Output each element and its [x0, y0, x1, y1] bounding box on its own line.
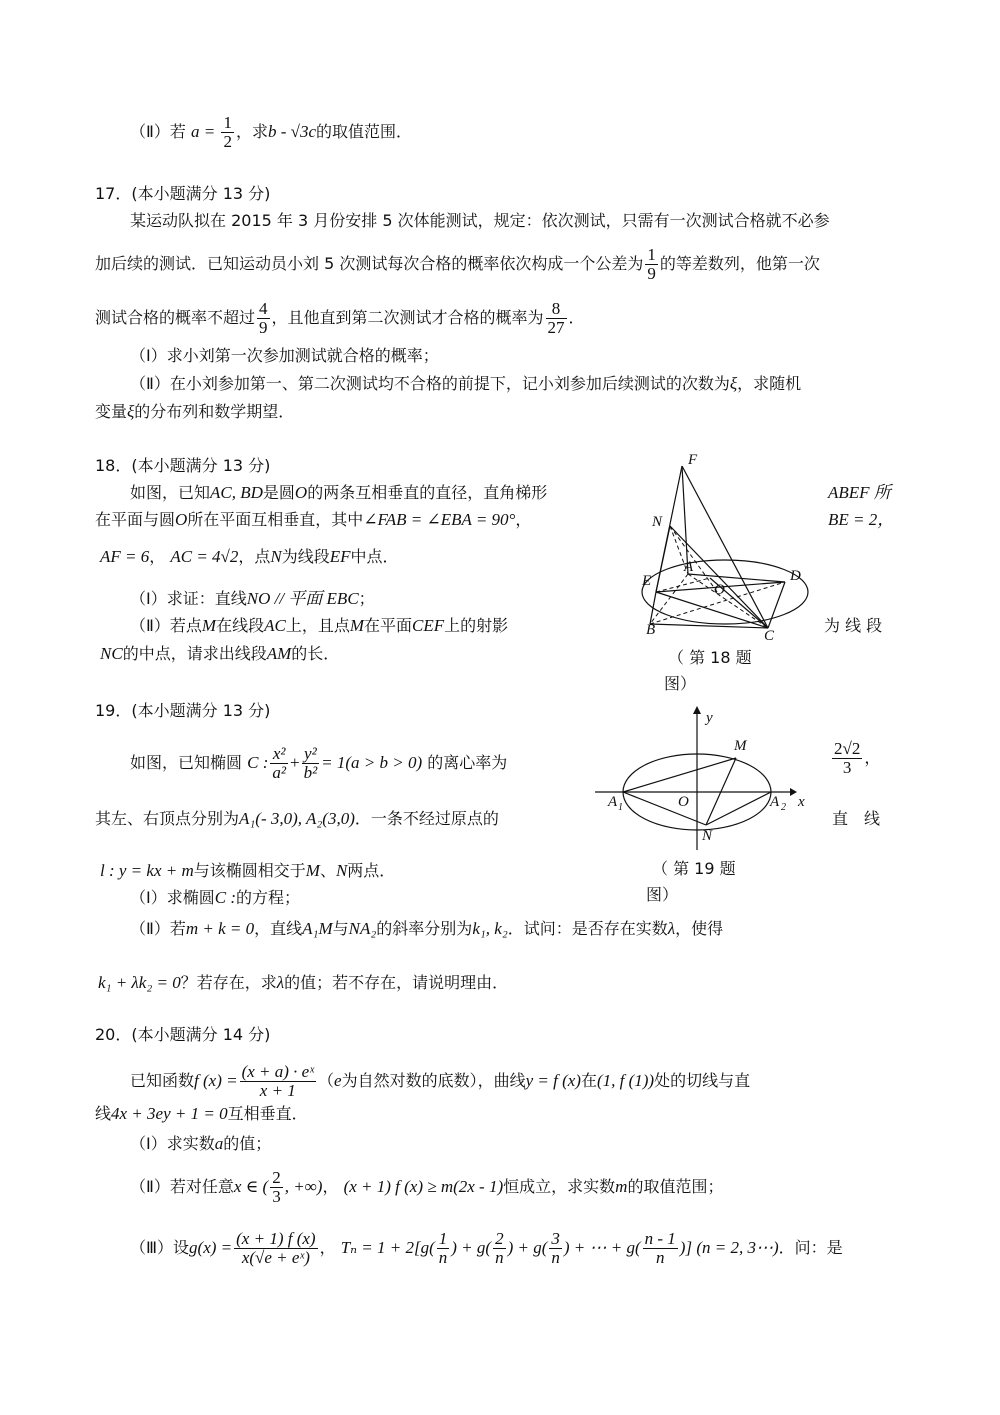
label-B: B — [646, 622, 656, 638]
q20-line2: 线4x + 3ey + 1 = 0互相垂直． — [95, 1104, 308, 1123]
q20-part1: （Ⅰ）求实数a的值； — [130, 1134, 272, 1153]
label-A2: A — [770, 794, 780, 810]
q19-line3: l : y = kx + m与该椭圆相交于M、N两点． — [100, 861, 396, 880]
q18-line1: 如图，已知AC, BD是圆O的两条互相垂直的直径，直角梯形 — [130, 483, 548, 502]
q20-part3: （Ⅲ）设g(x) = $\frac{(x + 1) f (x)}{\text{x(√e + eˣ)}}$ ， Tₙ = 1 + 2[g( $\frac{1}{n}$ ) + g( $\frac{2}{n}$ ) + g( $\frac{3}{n}$ ) + ⋯ + g( $\frac{n - 1}{n}$ )] (n = 2, 3⋯)．问：是 — [130, 1229, 843, 1267]
q17-part2: （Ⅱ）在小刘参加第一、第二次测试均不合格的前提下，记小刘参加后续测试的次数为ξ，求随机 — [130, 374, 802, 393]
label-N: N — [652, 514, 663, 530]
q18-line1-right: ABEF 所 — [828, 483, 891, 502]
q19-figure — [590, 702, 820, 852]
q18-line3: AF = 6， AC = 4√2，点N为线段EF中点． — [100, 547, 399, 566]
label-A: A — [684, 559, 694, 575]
fraction-one-ninth: $\frac{1}{9}$ — [647, 245, 656, 283]
fraction-gx: $\frac{(x + 1) f (x)}{\text{x(√e + eˣ)}}$ — [236, 1229, 316, 1267]
label-x: x — [798, 794, 805, 810]
q17-line1: 某运动队拟在 2015 年 3 月份安排 5 次体能测试，规定：依次测试，只需有一次测试合格就不必参 — [130, 211, 830, 230]
label-F: F — [688, 452, 698, 468]
fraction-one-half: $\frac{1}{2}$ — [223, 113, 232, 151]
fraction-1-n: $\frac{1}{n}$ — [438, 1229, 448, 1267]
label-O: O — [678, 794, 689, 810]
fraction-x2-a2: $\frac{\text{x²}}{\text{a²}}$ — [272, 744, 286, 782]
label-M: M — [734, 738, 747, 754]
q19-title: 19．(本小题满分 13 分) — [95, 701, 271, 720]
q19-caption: （ 第 19 题 图） — [646, 859, 736, 904]
q19-part1: （Ⅰ）求椭圆C :的方程； — [130, 888, 300, 907]
q18-title: 18．(本小题满分 13 分) — [95, 456, 271, 475]
q18-caption: （ 第 18 题 图） — [664, 648, 752, 693]
q19-eccentricity: $\frac{2√2}{3}$ ， — [834, 739, 881, 777]
q17-line2: 加后续的测试．已知运动员小刘 5 次测试每次合格的概率依次构成一个公差为 $\frac{1}{9}$ 的等差数列，他第一次 — [95, 245, 820, 283]
q18-part1: （Ⅰ）求证：直线NO // 平面 EBC； — [130, 589, 375, 608]
fraction-ecc: $\frac{2√2}{3}$ — [834, 739, 861, 777]
q18-part2: （Ⅱ）若点M在线段AC上，且点M在平面CEF上的射影 — [130, 616, 509, 635]
fraction-y2-b2: $\frac{\text{y²}}{\text{b²}}$ — [303, 744, 318, 782]
fraction-fx: $\frac{\text{(x + a) · eˣ}}{x + 1}$ — [241, 1062, 315, 1100]
q16-part2: （Ⅱ）若 a = $\frac{1}{2}$ ，求b - √3c的取值范围． — [130, 113, 413, 151]
q18-part2-right: 为 线 段 — [824, 616, 883, 635]
q19-part2: （Ⅱ）若m + k = 0，直线A₁M与NA₂的斜率分别为k₁, k₂．试问：是否存在实数λ，使得 — [130, 919, 724, 938]
q18-figure — [630, 448, 825, 648]
q17-title: 17．(本小题满分 13 分) — [95, 184, 271, 203]
q17-part2-cont: 变量ξ的分布列和数学期望． — [95, 402, 295, 421]
q19-line2-right: 直 线 — [832, 809, 881, 828]
fraction-four-ninths: $\frac{4}{9}$ — [259, 299, 268, 337]
fraction-two-thirds: $\frac{2}{3}$ — [272, 1168, 281, 1206]
label-A1-sub: 1 — [618, 802, 623, 813]
fraction-3-n: $\frac{3}{n}$ — [551, 1229, 560, 1267]
label-A1: A — [608, 794, 618, 810]
label-N: N — [702, 828, 713, 844]
q20-part2: （Ⅱ）若对任意x ∈ ( $\frac{2}{3}$ , +∞)， (x + 1) f (x) ≥ m(2x - 1)恒成立，求实数m的取值范围； — [130, 1168, 724, 1206]
label-C: C — [764, 628, 775, 644]
q19-line6: k₁ + λk₂ = 0？若存在，求λ的值；若不存在，请说明理由． — [98, 973, 509, 992]
q20-line1: 已知函数f (x) = $\frac{\text{(x + a) · eˣ}}{x + 1}$ （e为自然对数的底数），曲线y = f (x)在(1, f (1))处的切线与直 — [130, 1062, 751, 1100]
label-D: D — [790, 568, 801, 584]
q17-line3: 测试合格的概率不超过 $\frac{4}{9}$ ，且他直到第二次测试才合格的概率为 $\frac{8}{27}$ ． — [95, 299, 585, 337]
q18-line2-right: BE = 2， — [828, 510, 895, 529]
label-O: O — [714, 582, 725, 598]
label-E: E — [642, 573, 652, 589]
fraction-eight-27ths: $\frac{8}{27}$ — [547, 299, 565, 337]
q18-part2-cont: NC的中点，请求出线段AM的长． — [100, 644, 340, 663]
q20-title: 20．(本小题满分 14 分) — [95, 1025, 271, 1044]
q19-line1: 如图，已知椭圆 C : $\frac{\text{x²}}{\text{a²}}$ + $\frac{\text{y²}}{\text{b²}}$ = 1(a > b > 0) 的离心率为 — [130, 744, 508, 782]
label-A2-sub: 2 — [781, 802, 786, 813]
fraction-2-n: $\frac{2}{n}$ — [495, 1229, 504, 1267]
q19-line2: 其左、右顶点分别为A₁(- 3,0), A₂(3,0)．一条不经过原点的 — [95, 809, 499, 828]
label-y: y — [706, 710, 713, 726]
q17-part1: （Ⅰ）求小刘第一次参加测试就合格的概率； — [130, 346, 439, 365]
q18-line2: 在平面与圆O所在平面互相垂直，其中∠FAB = ∠EBA = 90°， — [95, 510, 532, 529]
fraction-n-1-n: $\frac{n - 1}{n}$ — [644, 1229, 676, 1267]
